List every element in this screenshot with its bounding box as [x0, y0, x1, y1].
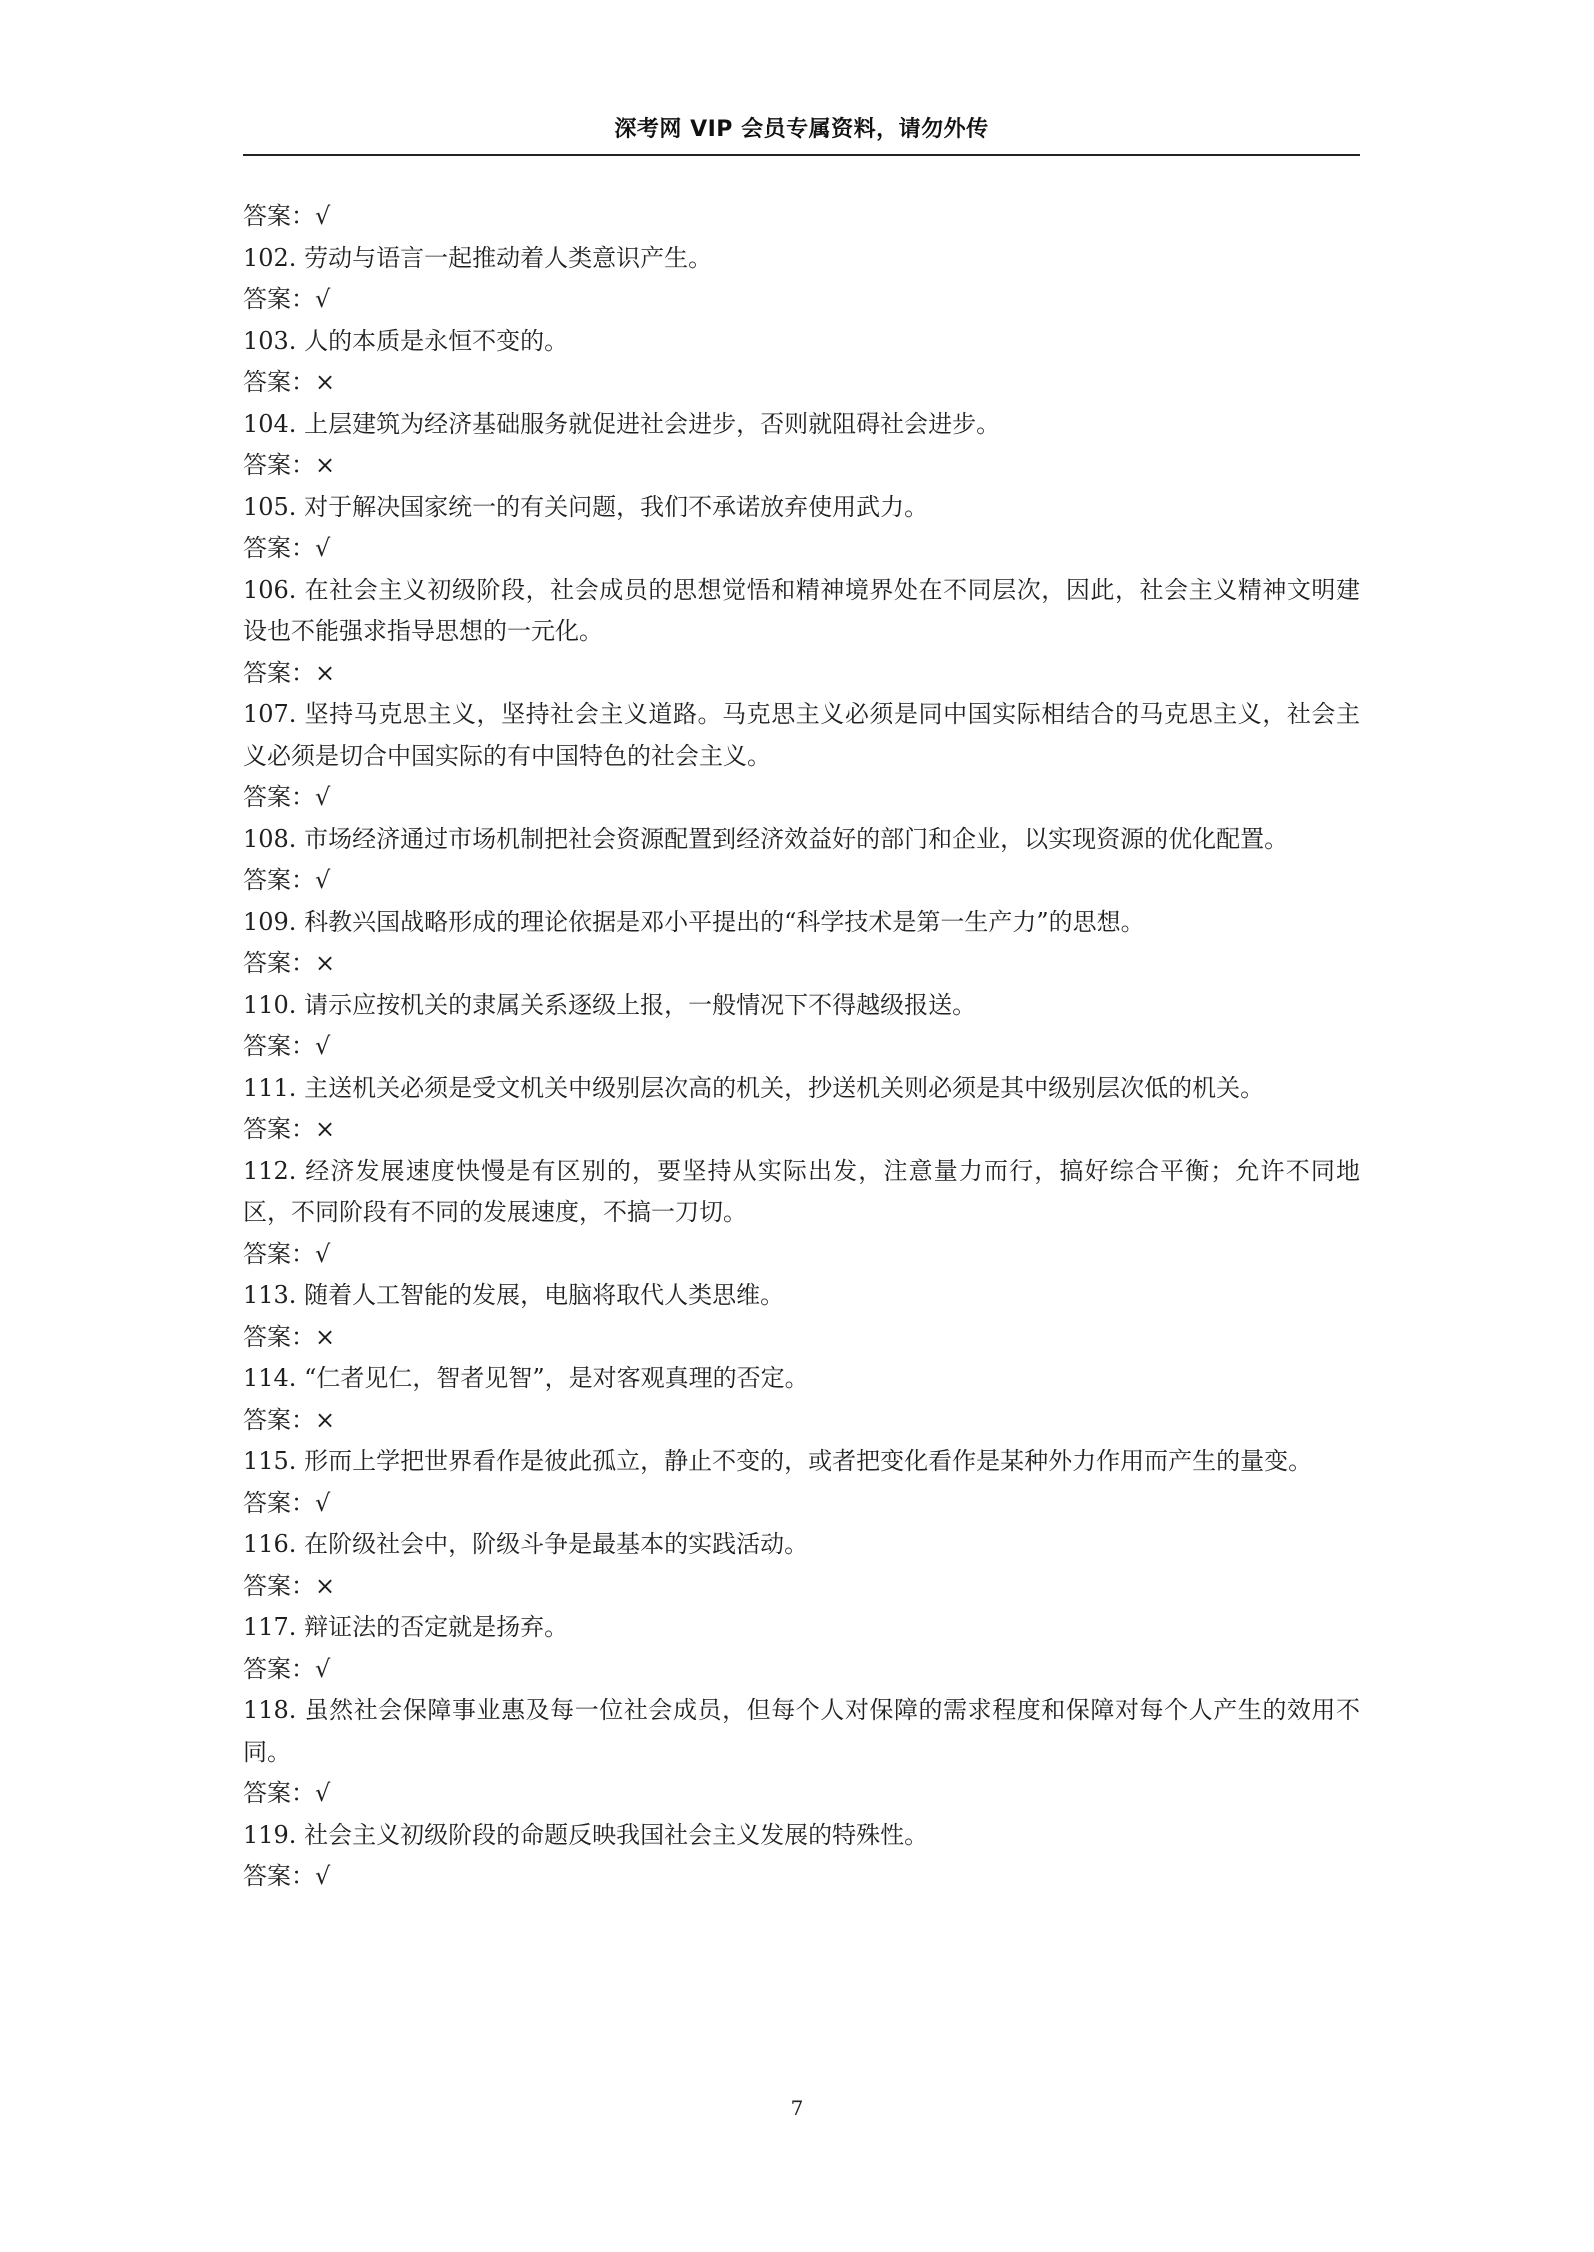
question-text: 114. “仁者见仁，智者见智”，是对客观真理的否定。: [243, 1364, 809, 1392]
answer-line: 答案：×: [243, 1322, 336, 1351]
question-text: 119. 社会主义初级阶段的命题反映我国社会主义发展的特殊性。: [243, 1820, 929, 1849]
question-text: 108. 市场经济通过市场机制把社会资源配置到经济效益好的部门和企业，以实现资源的优化配置。: [243, 824, 1289, 853]
header-divider: [243, 154, 1360, 156]
items-container: [243, 238, 1360, 1898]
answer-line: 答案：×: [243, 451, 336, 479]
answer-line: 答案：√: [243, 1488, 331, 1517]
question-text: 107. 坚持马克思主义，坚持社会主义道路。马克思主义必须是同中国实际相结合的马克思主义，社会主义必须是切合中国实际的有中国特色的社会主义。: [243, 700, 1360, 770]
answer-line: 答案：√: [243, 285, 331, 313]
question-text: 109. 科教兴国战略形成的理论依据是邓小平提出的“科学技术是第一生产力”的思想。: [243, 907, 1145, 936]
answer-line: 答案：×: [243, 658, 336, 687]
answer-line: 答案：√: [243, 783, 331, 811]
answer-line: 答案：√: [243, 1032, 331, 1060]
question-text: 118. 虽然社会保障事业惠及每一位社会成员，但每个人对保障的需求程度和保障对每个人产生的效用不同。: [243, 1696, 1360, 1766]
question-text: 110. 请示应按机关的隶属关系逐级上报，一般情况下不得越级报送。: [243, 990, 977, 1019]
question-text: 102. 劳动与语言一起推动着人类意识产生。: [243, 243, 713, 272]
question-text: 113. 随着人工智能的发展，电脑将取代人类思维。: [243, 1281, 785, 1309]
page-number: 7: [790, 2096, 804, 2120]
question-text: 116. 在阶级社会中，阶级斗争是最基本的实践活动。: [243, 1530, 809, 1558]
answer-line: 答案：×: [243, 949, 336, 977]
question-text: 115. 形而上学把世界看作是彼此孤立，静止不变的，或者把变化看作是某种外力作用而产生的量变。: [243, 1447, 1313, 1475]
answer-line: 答案：√: [243, 534, 331, 562]
question-text: 117. 辩证法的否定就是扬弃。: [243, 1613, 569, 1641]
answer-line: 答案：√: [243, 866, 331, 894]
question-text: 103. 人的本质是永恒不变的。: [243, 326, 569, 355]
question-list: [243, 196, 1360, 1898]
answer-line: 答案：√: [243, 1779, 331, 1807]
answer-line: 答案：×: [243, 1405, 336, 1434]
question-text: 112. 经济发展速度快慢是有区别的，要坚持从实际出发，注意量力而行，搞好综合平衡；允许不同地区，不同阶段有不同的发展速度，不搞一刀切。: [243, 1156, 1360, 1226]
answer-line: 答案：√: [243, 1239, 331, 1268]
answer-line: 答案：×: [243, 1115, 336, 1143]
answer-line: 答案：√: [243, 1654, 331, 1683]
question-text: 104. 上层建筑为经济基础服务就促进社会进步，否则就阻碍社会进步。: [243, 409, 1001, 438]
answer-line: 答案：√: [243, 202, 331, 230]
answer-line: 答案：√: [243, 1862, 331, 1890]
question-text: 106. 在社会主义初级阶段，社会成员的思想觉悟和精神境界处在不同层次，因此，社会主义精神文明建设也不能强求指导思想的一元化。: [243, 575, 1360, 645]
answer-line: 答案：×: [243, 1571, 336, 1600]
answer-line: 答案：×: [243, 368, 336, 396]
question-text: 105. 对于解决国家统一的有关问题，我们不承诺放弃使用武力。: [243, 492, 929, 521]
question-text: 111. 主送机关必须是受文机关中级别层次高的机关，抄送机关则必须是其中级别层次低的机关。: [243, 1073, 1265, 1102]
page-header: 深考网 VIP 会员专属资料，请勿外传: [614, 117, 989, 142]
